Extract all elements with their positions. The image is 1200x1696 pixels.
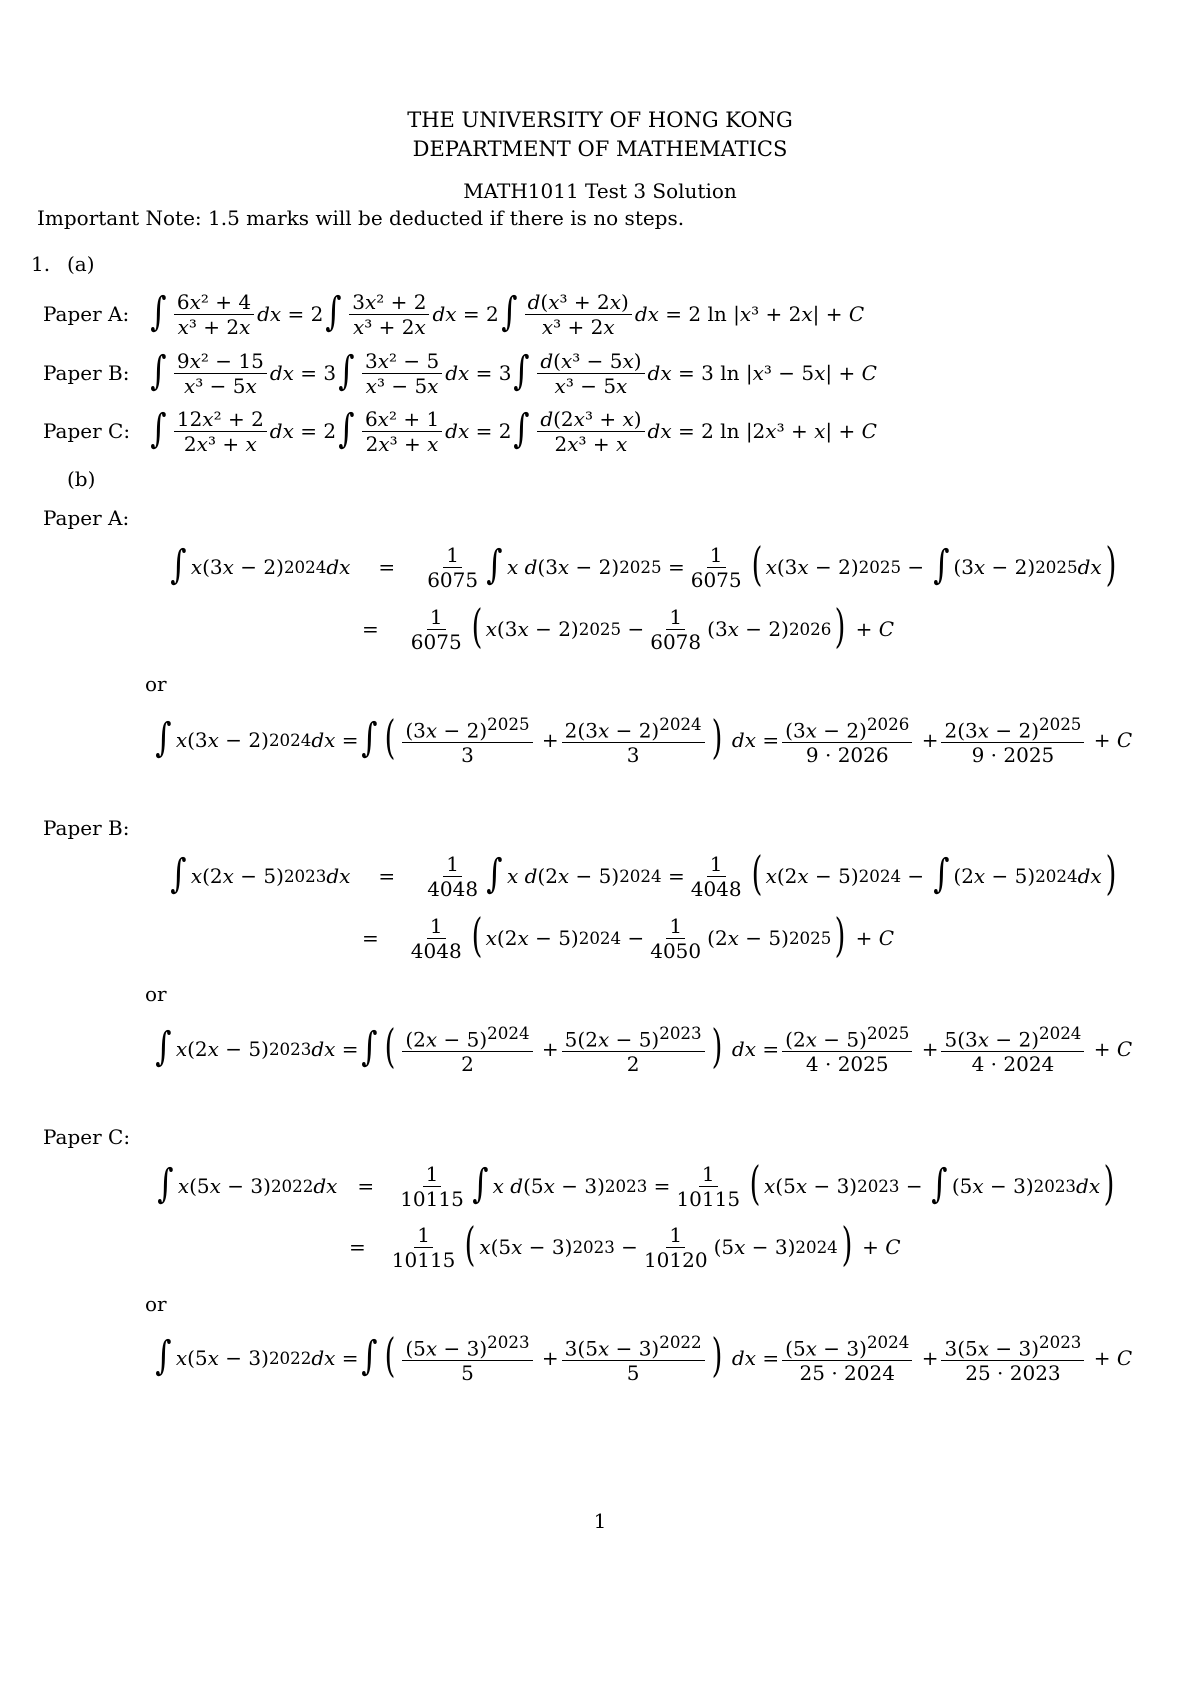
part-b-paper-a-or: or: [145, 672, 167, 696]
part-a-paper-c-label: Paper C:: [43, 419, 131, 443]
part-b-paper-a-line2: = $\frac{1}{6075}$ ( x (3 x − 2) 2025 − $\frac{1}{6078}$ (3 x − 2) 2026 ) + C: [362, 599, 895, 654]
document-title: MATH1011 Test 3 Solution: [463, 179, 737, 203]
page-number: 1: [593, 1509, 607, 1533]
part-b-paper-b-line2: = $\frac{1}{4048}$ ( x (2 x − 5) 2024 − $\frac{1}{4050}$ (2 x − 5) 2025 ) + C: [362, 908, 895, 963]
part-a-paper-a-label: Paper A:: [43, 302, 130, 326]
part-b-paper-a-alt: ∫ x (3 x − 2) 2024 dx = ∫ ( $\frac{(3x - 2)^{2025}}{3}$ + $\frac{2(3x - 2)^{2024}}{3}$ ) dx = $\frac{(3x - 2)^{2026}}{9 \cdot 2026}$ + $\frac{2(3x - 2)^{2025}}{9 \cdot 2025}$ + C: [155, 710, 1133, 768]
part-a-paper-c-equation: ∫ $\frac{\text{12x² + 2}}{\text{2x³ + x}}$ dx = 2 ∫ $\frac{\text{6x² + 1}}{\text{2x³ + x}}$ dx = 2 ∫ $\frac{\text{d(2x³ + x)}}{\text{2x³ + x}}$ dx = 2 ln |2 x ³ + x | + C: [150, 406, 877, 456]
part-a-paper-a-equation: ∫ $\frac{\text{6x² + 4}}{\text{x³ + 2x}}$ dx = 2 ∫ $\frac{\text{3x² + 2}}{\text{x³ + 2x}}$ dx = 2 ∫ $\frac{\text{d(x³ + 2x)}}{\text{x³ + 2x}}$ dx = 2 ln | x ³ + 2 x | + C: [150, 289, 865, 339]
part-b-paper-b-or: or: [145, 982, 167, 1006]
question-number: 1.: [31, 252, 51, 276]
part-a-paper-b-equation: ∫ $\frac{\text{9x² − 15}}{\text{x³ − 5x}}$ dx = 3 ∫ $\frac{\text{3x² − 5}}{\text{x³ − 5x}}$ dx = 3 ∫ $\frac{\text{d(x³ − 5x)}}{\text{x³ − 5x}}$ dx = 3 ln | x ³ − 5 x | + C: [150, 348, 877, 398]
part-a-label: (a): [67, 252, 95, 276]
university-name: THE UNIVERSITY OF HONG KONG: [407, 108, 793, 132]
part-b-paper-b-alt: ∫ x (2 x − 5) 2023 dx = ∫ ( $\frac{(2x - 5)^{2024}}{2}$ + $\frac{5(2x - 5)^{2023}}{2}$ ) dx = $\frac{(2x - 5)^{2025}}{4 \cdot 2025}$ + $\frac{5(3x - 2)^{2024}}{4 \cdot 2024}$ + C: [155, 1019, 1133, 1077]
part-a-paper-b-label: Paper B:: [43, 361, 130, 385]
part-b-label: (b): [67, 467, 96, 491]
part-b-paper-a-line1: ∫ x (3 x − 2) 2024 dx = $\frac{1}{6075}$ ∫ x d (3 x − 2) 2025 = $\frac{1}{6075}$ ( x (3 x − 2) 2025 − ∫ (3 x − 2) 2025 dx ): [170, 537, 1117, 592]
part-b-paper-a-label: Paper A:: [43, 506, 130, 530]
part-b-paper-b-label: Paper B:: [43, 816, 130, 840]
part-b-paper-b-line1: ∫ x (2 x − 5) 2023 dx = $\frac{1}{4048}$ ∫ x d (2 x − 5) 2024 = $\frac{1}{4048}$ ( x (2 x − 5) 2024 − ∫ (2 x − 5) 2024 dx ): [170, 846, 1117, 901]
part-b-paper-c-line2: = $\frac{1}{10115}$ ( x (5 x − 3) 2023 − $\frac{1}{10120}$ (5 x − 3) 2024 ) + C: [349, 1217, 901, 1272]
part-b-paper-c-label: Paper C:: [43, 1125, 131, 1149]
important-note: Important Note: 1.5 marks will be deducted if there is no steps.: [37, 206, 685, 230]
department-name: DEPARTMENT OF MATHEMATICS: [412, 137, 788, 161]
part-b-paper-c-alt: ∫ x (5 x − 3) 2022 dx = ∫ ( $\frac{(5x - 3)^{2023}}{5}$ + $\frac{3(5x - 3)^{2022}}{5}$ ) dx = $\frac{(5x - 3)^{2024}}{25 \cdot 2024}$ + $\frac{3(5x - 3)^{2023}}{25 \cdot 2023}$ + C: [155, 1328, 1133, 1386]
part-b-paper-c-or: or: [145, 1292, 167, 1316]
part-b-paper-c-line1: ∫ x (5 x − 3) 2022 dx = $\frac{1}{10115}$ ∫ x d (5 x − 3) 2023 = $\frac{1}{10115}$ ( x (5 x − 3) 2023 − ∫ (5 x − 3) 2023 dx ): [157, 1156, 1115, 1211]
